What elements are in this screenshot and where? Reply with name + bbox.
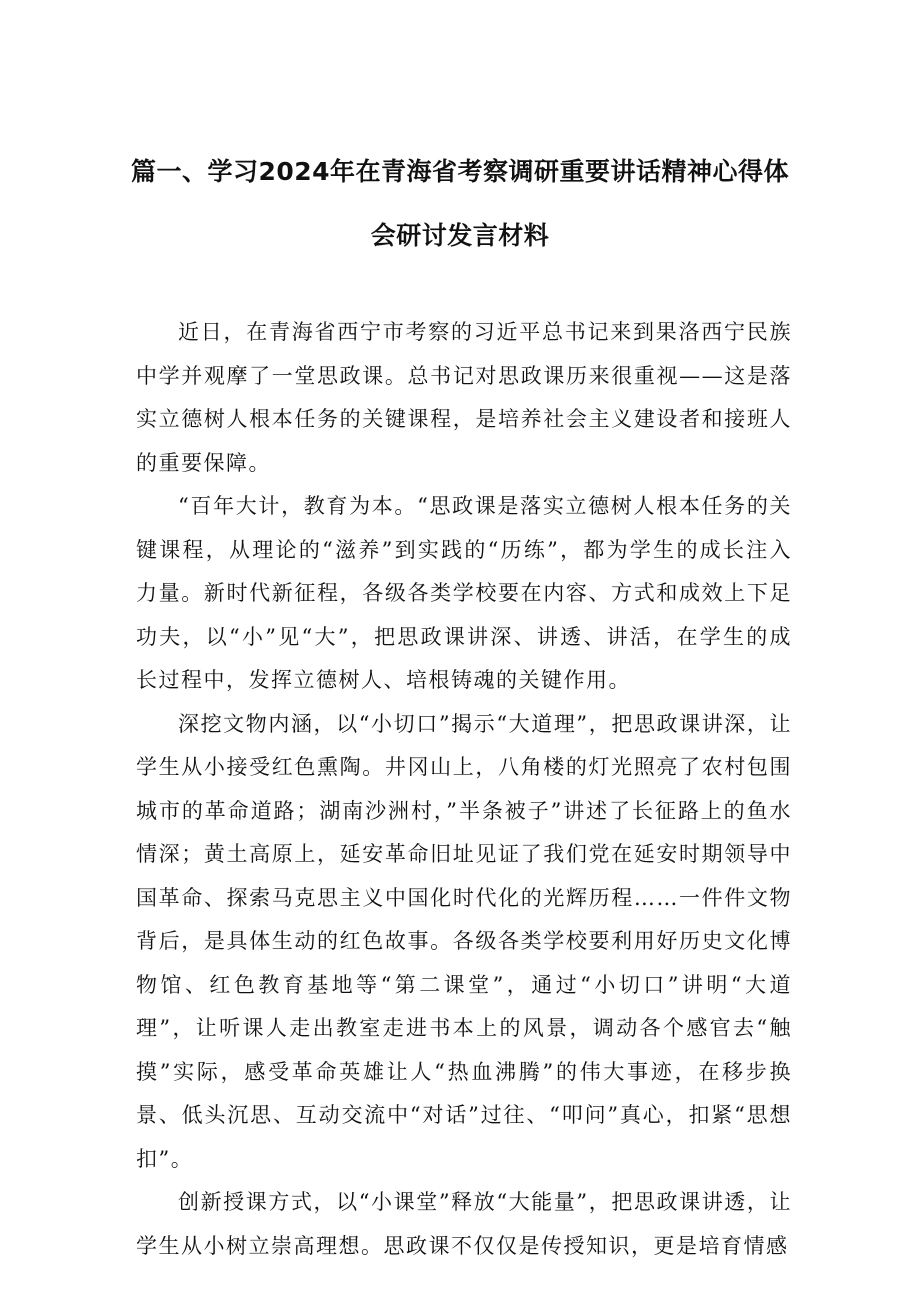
paragraph-1: 近日，在青海省西宁市考察的习近平总书记来到果洛西宁民族中学并观摩了一堂思政课。总书记对思政课历来很重视——这是落实立德树人根本任务的关键课程，是培养社会主义建设者和接班人的重要保障。	[136, 320, 792, 475]
document-title-line-2: 会研讨发言材料	[370, 221, 550, 250]
paragraph-2: “百年大计，教育为本。“思政课是落实立德树人根本任务的关键课程，从理论的“滋养”到实践的“历练”，都为学生的成长注入力量。新时代新征程，各级各类学校要在内容、方式和成效上下足功夫，以“小”见“大”，把思政课讲深、讲透、讲活，在学生的成长过程中，发挥立德树人、培根铸魂的关键作用。	[136, 494, 792, 692]
paragraph-4: 创新授课方式，以“小课堂”释放“大能量”，把思政课讲透，让学生从小树立崇高理想。思政课不仅仅是传授知识，更是培育情感	[136, 1190, 792, 1258]
document-body	[136, 311, 792, 1268]
document-title-line-1: 篇一、学习2024年在青海省考察调研重要讲话精神心得体	[130, 157, 790, 186]
paragraph-3: 深挖文物内涵，以“小切口”揭示“大道理”，把思政课讲深，让学生从小接受红色熏陶。井冈山上，八角楼的灯光照亮了农村包围城市的革命道路；湖南沙洲村，”半条被子”讲述了长征路上的鱼水情深；黄土高原上，延安革命旧址见证了我们党在延安时期领导中国革命、探索马克思主义中国化时代化的光辉历程……一件件文物背后，是具体生动的红色故事。各级各类学校要利用好历史文化博物馆、红色教育基地等“第二课堂”，通过“小切口”讲明“大道理”，让听课人走出教室走进书本上的风景，调动各个感官去“触摸”实际，感受革命英雄让人“热血沸腾”的伟大事迹，在移步换景、低头沉思、互动交流中“对话”过往、“叩问”真心，扣紧“思想扣”。	[136, 711, 792, 1171]
